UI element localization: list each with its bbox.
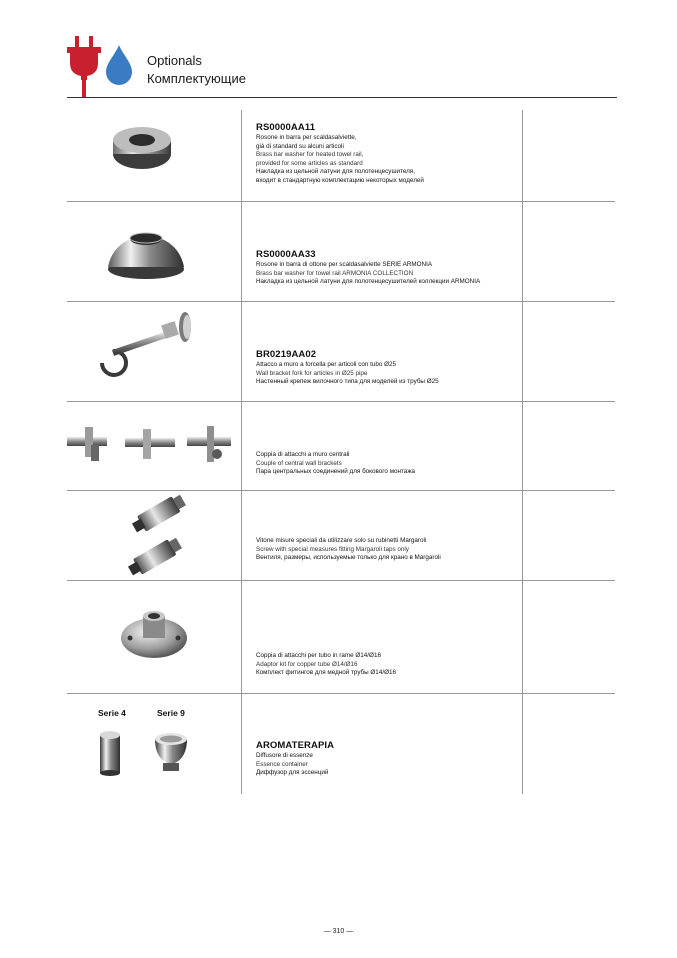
desc-ru: Комплект фитингов для медной трубы Ø14/Ø16 (256, 669, 396, 676)
desc-ru: Диффузор для эссенций (256, 769, 329, 776)
desc-en: provided for some articles as standard (256, 159, 363, 167)
desc-ru: Накладка из цельной латуни для полотенцесушителя, (256, 168, 415, 175)
desc-it: Rosone in barra per scaldasalviette, (256, 134, 357, 141)
page-header (67, 36, 617, 100)
serie-label: Serie 9 (157, 708, 185, 718)
copper-tube-adaptor-image (67, 580, 241, 693)
desc-en: Adaptor kit for copper tube Ø14/Ø16 (256, 660, 358, 668)
table-row (67, 301, 615, 402)
desc-it: Vitone misure speciali da utilizzare solo su rubinetti Margaroli (256, 537, 427, 544)
desc-ru: Пара центральных соединений для бокового монтажа (256, 468, 416, 475)
table-row (67, 490, 615, 581)
desc-it: già di standard su alcuni articoli (256, 142, 344, 150)
table-row (67, 693, 615, 794)
page-subtitle: Комплектующие (147, 71, 246, 86)
water-drop-icon (105, 45, 133, 85)
desc-ru: Вентиля, размеры, используемые только для крано в Margaroli (256, 554, 441, 561)
desc-it: Attacco a muro a forcella per articoli con tubo Ø25 (256, 361, 397, 368)
table-row (67, 110, 615, 202)
plug-icon (67, 36, 101, 98)
page-title: Optionals (147, 53, 202, 68)
desc-ru: Настенный крепеж вилочного типа для моделей из трубы Ø25 (256, 378, 439, 385)
desc-en: Wall bracket fork for articles in Ø25 pipe (256, 369, 368, 377)
essence-containers-image (67, 693, 241, 794)
central-wall-brackets-image (67, 401, 241, 490)
desc-it: Coppia di attacchi per tubo in rame Ø14/Ø16 (256, 652, 381, 659)
table-row (67, 580, 615, 694)
desc-en: Brass bar washer for towel rail ARMONIA COLLECTION (256, 269, 414, 277)
table-row (67, 401, 615, 491)
desc-ru: входит в стандартную комплектацию некоторых моделей (256, 176, 424, 184)
desc-en: Essence container (256, 760, 308, 768)
domed-washer-image (67, 201, 241, 301)
product-code: RS0000AA33 (256, 249, 316, 260)
flat-washer-image (67, 110, 241, 201)
desc-en: Screw with special measures fitting Margaroli taps only (256, 545, 409, 553)
valve-screws-image (67, 490, 241, 580)
serie-label: Serie 4 (98, 708, 126, 718)
desc-en: Brass bar washer for heated towel rail, (256, 151, 364, 158)
desc-it: Diffusore di essenze (256, 752, 313, 759)
desc-en: Couple of central wall brackets (256, 459, 342, 467)
desc-ru: Накладка из цельной латуни для полотенцесушителей коллекции ARMONIA (256, 278, 481, 285)
page-number: — 310 — (323, 928, 354, 935)
header-rule (67, 97, 617, 98)
desc-it: Rosone in barra di ottone per scaldasalviette SERIE ARMONIA (256, 261, 433, 268)
wall-bracket-fork-image (67, 301, 241, 401)
product-code: RS0000AA11 (256, 122, 316, 133)
product-code: BR0219AA02 (256, 349, 317, 360)
table-row (67, 201, 615, 302)
product-code: AROMATERAPIA (256, 740, 335, 751)
desc-it: Coppia di attacchi a muro centrali (256, 451, 350, 458)
